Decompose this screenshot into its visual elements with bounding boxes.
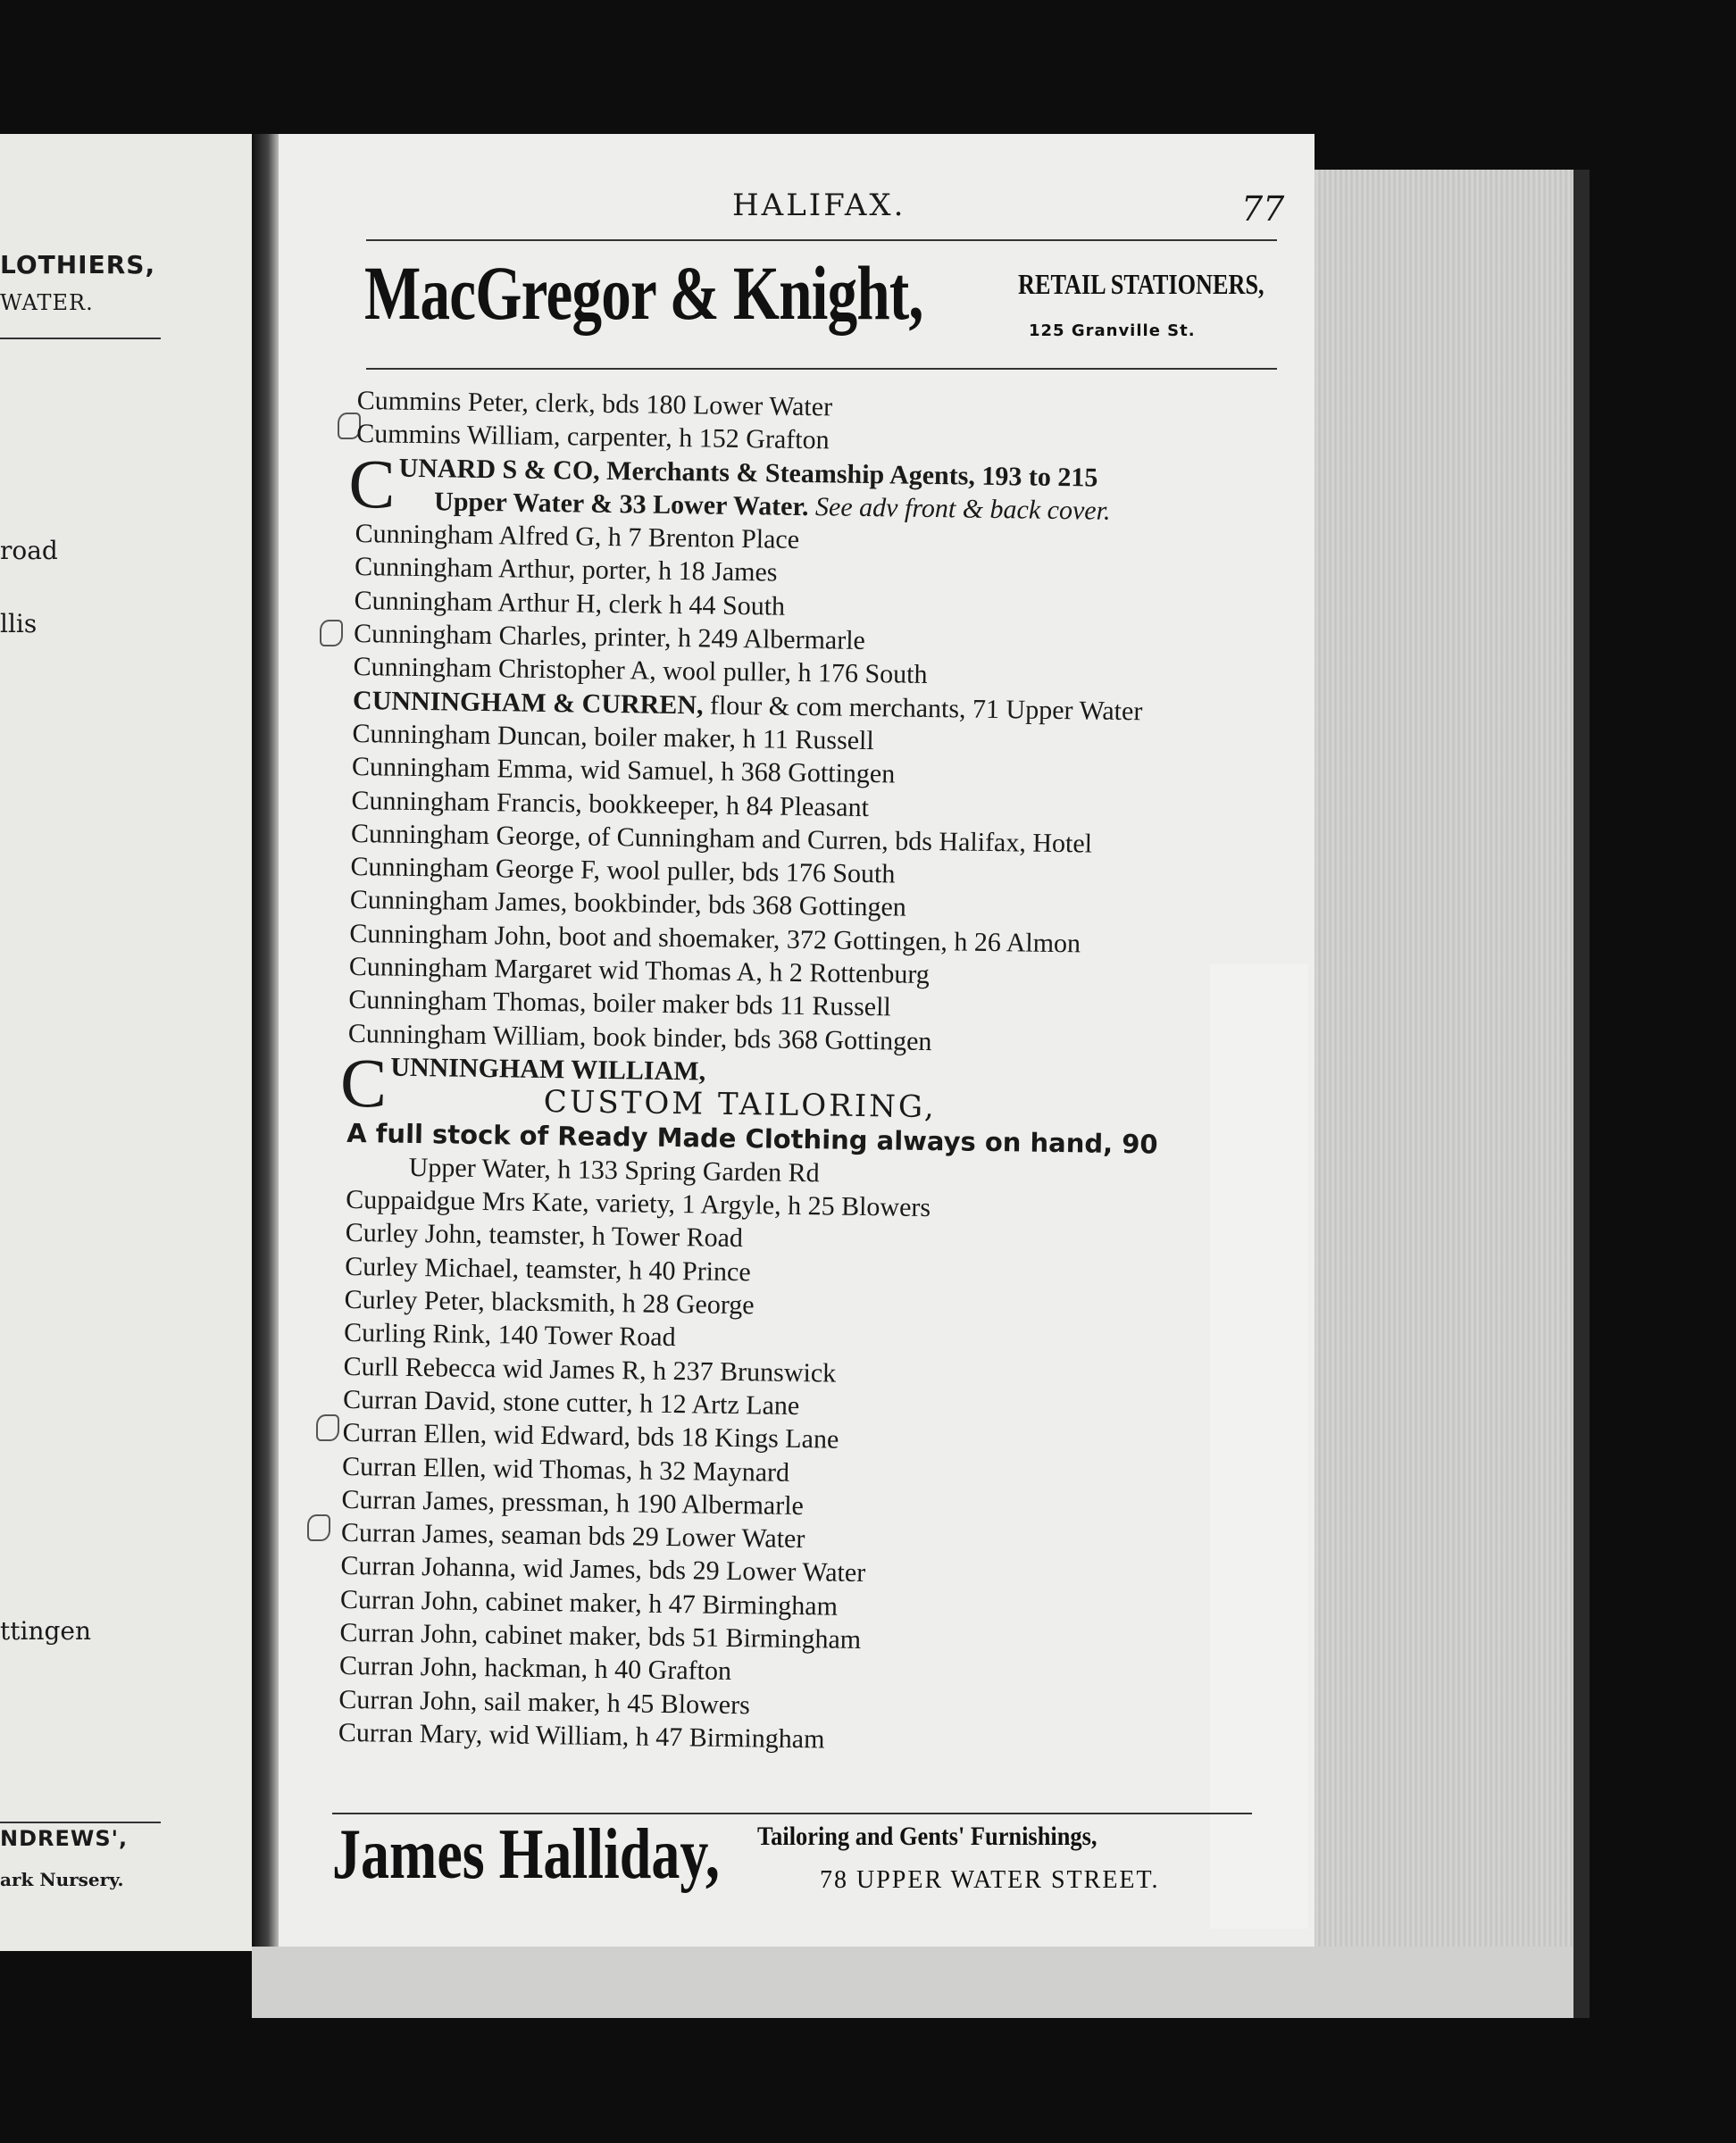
left-fragment-llis: llis — [0, 609, 38, 638]
directory-entry: Curran James, pressman, h 190 Albermarle — [341, 1484, 805, 1521]
directory-entry: Curran John, cabinet maker, h 47 Birmingham — [339, 1584, 839, 1622]
directory-entry: Cunningham Alfred G, h 7 Brenton Place — [355, 519, 800, 555]
tailor-address: Upper Water, h 133 Spring Garden Rd — [408, 1152, 820, 1188]
directory-entry: Curll Rebecca wid James R, h 237 Brunswick — [343, 1351, 837, 1388]
directory-entry: Curley John, teamster, h Tower Road — [345, 1218, 744, 1254]
directory-entry: Curran Johanna, wid James, bds 29 Lower Water — [340, 1551, 866, 1588]
left-page — [0, 134, 252, 1951]
left-fragment-andrews: NDREWS', — [0, 1826, 129, 1851]
top-ad-line1: RETAIL STATIONERS, — [1018, 268, 1264, 300]
directory-entry: Cunningham Arthur H, clerk h 44 South — [354, 585, 786, 621]
left-fragment-water: WATER. — [0, 290, 94, 315]
cunningham-curren-rest: flour & com merchants, 71 Upper Water — [703, 690, 1143, 726]
directory-entry: Curran Ellen, wid Edward, bds 18 Kings Lane — [342, 1418, 839, 1455]
cunard-dropcap: C — [347, 444, 396, 523]
directory-entry: Curran James, seaman bds 29 Lower Water — [340, 1517, 805, 1555]
cunard-line2-text: Upper Water & 33 Lower Water. — [433, 487, 809, 521]
bottom-ad-line2: 78 UPPER WATER STREET. — [820, 1866, 1160, 1894]
top-ad-rule-upper — [366, 239, 1277, 241]
directory-entries — [338, 384, 1304, 1763]
page-edges-shadow — [1573, 170, 1590, 2018]
top-ad-rule-lower — [366, 368, 1277, 370]
left-fragment-nursery: ark Nursery. — [0, 1869, 124, 1890]
left-rule-top — [0, 338, 161, 339]
directory-entry: Curling Rink, 140 Tower Road — [343, 1318, 676, 1353]
directory-entry: Cunningham Francis, bookkeeper, h 84 Pleasant — [351, 785, 870, 822]
cunard-line1: UNARD S & CO, Merchants & Steamship Agents, 193 to 215 — [398, 453, 1098, 493]
pen-mark — [307, 1514, 330, 1541]
directory-entry: Cunningham Arthur, porter, h 18 James — [354, 552, 778, 588]
top-ad-line2: 125 Granville St. — [1029, 321, 1196, 340]
directory-entry: Curley Peter, blacksmith, h 28 George — [344, 1284, 755, 1321]
directory-entry: Cunningham John, boot and shoemaker, 372 Gottingen, h 26 Almon — [349, 918, 1081, 959]
directory-entry: Curran Mary, wid William, h 47 Birmingham — [338, 1717, 825, 1755]
left-rule-bottom — [0, 1822, 161, 1823]
directory-entry: Cunningham Thomas, boiler maker bds 11 Russell — [348, 985, 891, 1022]
bottom-ad-line1: Tailoring and Gents' Furnishings, — [757, 1822, 1098, 1851]
directory-entry: Cummins William, carpenter, h 152 Grafton — [355, 419, 830, 455]
left-fragment-clothiers: LOTHIERS, — [0, 250, 156, 279]
cunard-entry — [347, 444, 1303, 530]
top-ad-name: MacGregor & Knight, — [364, 250, 923, 336]
page-edges — [1315, 170, 1573, 2018]
directory-entry: Cummins Peter, clerk, bds 180 Lower Water — [356, 385, 833, 422]
directory-entry: Cunningham William, book binder, bds 368 Gottingen — [347, 1018, 932, 1056]
tailor-tagline: CUSTOM TAILORING, — [543, 1084, 937, 1126]
book-gutter — [252, 134, 279, 1973]
directory-entry: Cunningham Emma, wid Samuel, h 368 Gottingen — [351, 752, 896, 789]
directory-entry: Curley Michael, teamster, h 40 Prince — [344, 1251, 751, 1287]
bottom-ad-name: James Halliday, — [332, 1815, 720, 1894]
cunard-note: See adv front & back cover. — [814, 492, 1111, 526]
bottom-sheet — [252, 1947, 1573, 2018]
directory-entry: Cunningham George, of Cunningham and Curren, bds Halifax, Hotel — [350, 818, 1093, 859]
directory-entry: Cunningham Charles, printer, h 249 Albermarle — [353, 619, 866, 656]
page-number: 77 — [1241, 189, 1285, 229]
tailor-stock: A full stock of Ready Made Clothing always on hand, 90 — [346, 1117, 1158, 1160]
directory-entry: Curran John, cabinet maker, bds 51 Birmingham — [339, 1617, 862, 1655]
directory-entry: Cunningham Margaret wid Thomas A, h 2 Rottenburg — [348, 951, 931, 990]
tailor-ad — [339, 1043, 1295, 1130]
left-fragment-ttingen: ttingen — [0, 1616, 92, 1646]
directory-entry: Curran Ellen, wid Thomas, h 32 Maynard — [341, 1451, 790, 1488]
tailor-name: UNNINGHAM WILLIAM, — [390, 1052, 706, 1087]
directory-entry: Cuppaidgue Mrs Kate, variety, 1 Argyle, h 25 Blowers — [346, 1185, 931, 1223]
running-header: HALIFAX. — [732, 188, 906, 223]
left-fragment-road: road — [0, 536, 58, 565]
cunningham-curren-name: CUNNINGHAM & CURREN, — [352, 685, 704, 721]
directory-entry: Curran John, sail maker, h 45 Blowers — [338, 1684, 751, 1720]
pen-mark — [316, 1414, 339, 1441]
directory-entry: Curran David, stone cutter, h 12 Artz Lane — [342, 1384, 800, 1421]
directory-entry: Curran John, hackman, h 40 Grafton — [338, 1651, 732, 1687]
directory-entry: Cunningham Christopher A, wool puller, h 176 South — [353, 652, 928, 690]
directory-entry: Cunningham George F, wool puller, bds 176 South — [350, 852, 896, 889]
pen-mark — [320, 620, 343, 646]
directory-entry: Cunningham Duncan, boiler maker, h 11 Russell — [352, 718, 874, 756]
tailor-dropcap: C — [339, 1043, 388, 1122]
directory-entry: Cunningham James, bookbinder, bds 368 Gottingen — [349, 885, 907, 923]
